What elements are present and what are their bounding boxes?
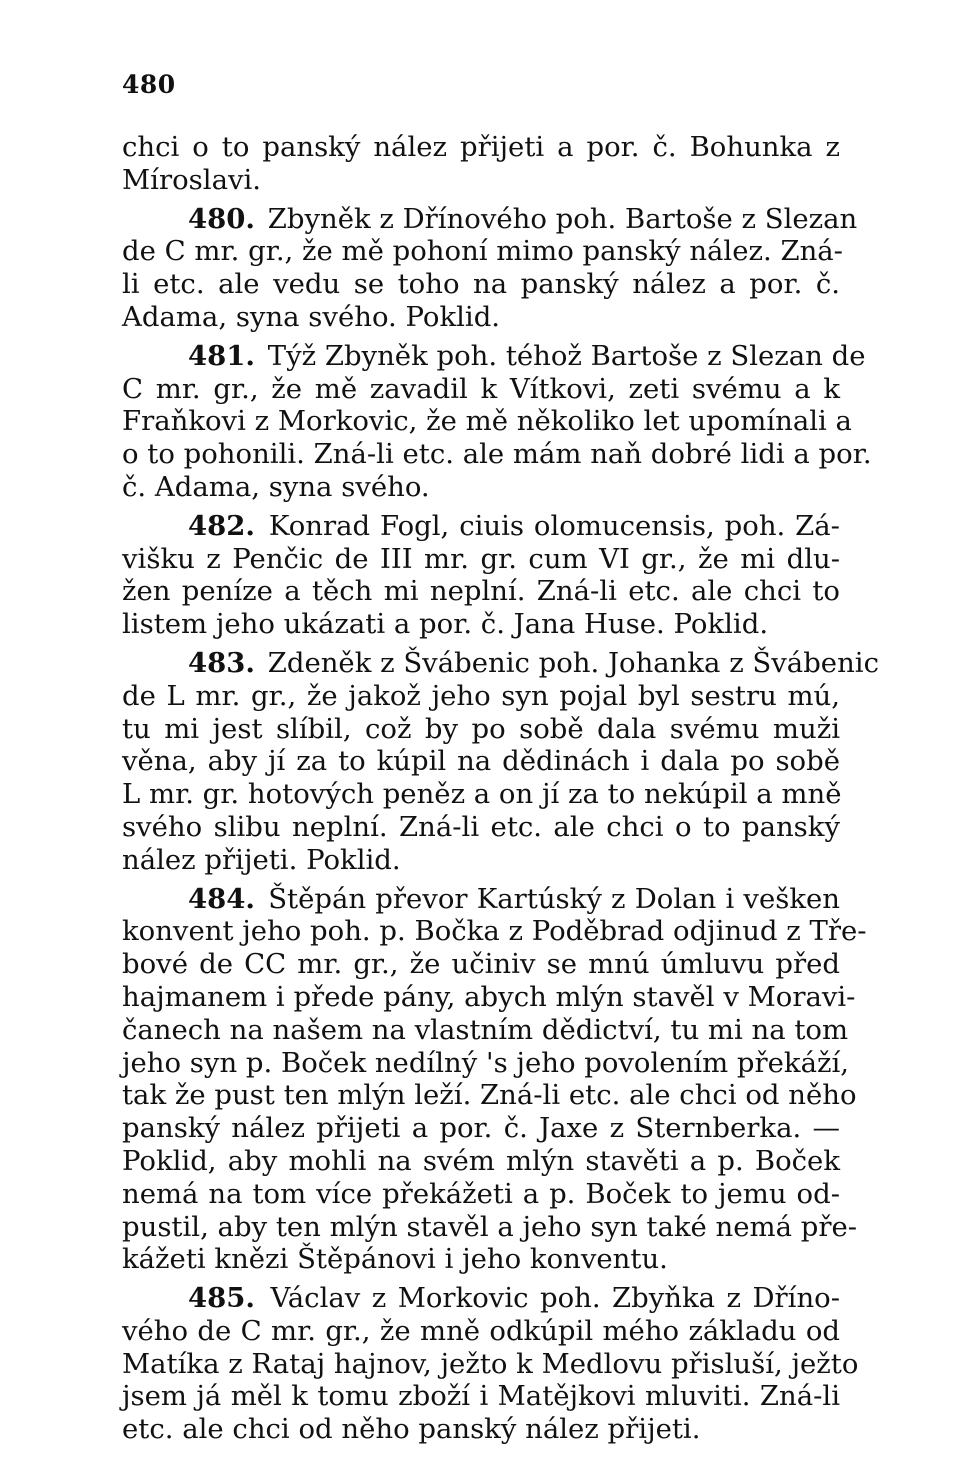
text-line: bové de CC mr. gr., že učiniv se mnú úmluvu před xyxy=(122,948,840,981)
entry-481 xyxy=(122,339,872,504)
entry-first-line xyxy=(122,646,879,680)
entry-number: 485. xyxy=(188,1282,255,1315)
entry-number: 483. xyxy=(188,646,255,679)
text-line: de C mr. gr., že mě pohoní mimo panský nález. Zná- xyxy=(122,235,843,268)
text-line: etc. ale chci od něho panský nález přijeti. xyxy=(122,1413,701,1446)
text-line: vého de C mr. gr., že mně odkúpil mého základu od xyxy=(122,1314,840,1347)
text-line: Fraňkovi z Morkovic, že mě několiko let upomínali a xyxy=(122,405,852,438)
text-line: panský nález přijeti a por. č. Jaxe z Sternberka. — xyxy=(122,1112,840,1145)
text-line: L mr. gr. hotových peněz a on jí za to nekúpil a mně xyxy=(122,778,842,811)
text-line: chci o to panský nález přijeti a por. č. Bohunka z xyxy=(122,131,840,163)
text-line: jsem já měl k tomu zboží i Matějkovi mluviti. Zná-li xyxy=(122,1380,840,1413)
entry-first-line-text: Václav z Morkovic poh. Zbyňka z Dříno- xyxy=(270,1282,841,1315)
text-line: tak že pust ten mlýn leží. Zná-li etc. ale chci od něho xyxy=(122,1079,857,1112)
entry-first-line-text: Zbyněk z Dřínového poh. Bartoše z Slezan xyxy=(267,202,858,235)
entry-first-line-text: Štěpán převor Kartúský z Dolan i vešken xyxy=(268,882,841,915)
text-line: čanech na našem na vlastním dědictví, tu mi na tom xyxy=(122,1013,849,1046)
entry-first-line-text: Zdeněk z Švábenic poh. Johanka z Švábenic xyxy=(267,646,879,679)
text-line: Adama, syna svého. Poklid. xyxy=(122,300,501,333)
text-line: listem jeho ukázati a por. č. Jana Huse. Poklid. xyxy=(122,608,769,641)
text-line: C mr. gr., že mě zavadil k Vítkovi, zeti svému a k xyxy=(122,372,840,405)
page-number: 480 xyxy=(122,70,176,99)
entry-first-line xyxy=(122,883,840,916)
text-line: višku z Penčic de III mr. gr. cum VI gr., že mi dlu- xyxy=(122,542,840,575)
text-line: věna, aby jí za to kúpil na dědinách i dala po sobě xyxy=(122,745,840,778)
text-line: konvent jeho poh. p. Bočka z Poděbrad odjinud z Tře- xyxy=(122,915,867,948)
text-line: žen peníze a těch mi neplní. Zná-li etc. ale chci to xyxy=(122,575,840,608)
entry-485 xyxy=(122,1282,859,1446)
text-line: jeho syn p. Boček nedílný 's jeho povolením překáží, xyxy=(122,1046,849,1079)
entry-first-line xyxy=(122,1282,840,1315)
text-line: nemá na tom více překážeti a p. Boček to jemu od- xyxy=(122,1177,840,1210)
text-line: č. Adama, syna svého. xyxy=(122,470,430,503)
entry-482 xyxy=(122,510,840,641)
entry-number: 481. xyxy=(188,339,255,372)
text-line: hajmanem i přede pány, abych mlýn stavěl v Moravi- xyxy=(122,980,856,1013)
entry-484 xyxy=(122,882,867,1277)
entry-number: 480. xyxy=(188,202,255,235)
entry-first-line-text: Týž Zbyněk poh. téhož Bartoše z Slezan de xyxy=(267,339,866,372)
entry-number: 482. xyxy=(188,509,255,542)
text-line: kážeti knězi Štěpánovi i jeho konventu. xyxy=(122,1243,668,1276)
entry-483 xyxy=(122,646,879,877)
page-body xyxy=(122,131,879,1446)
entry-480 xyxy=(122,202,858,334)
entry-first-line xyxy=(122,339,866,373)
text-line: Míroslavi. xyxy=(122,163,262,196)
entry-first-line-text: Konrad Fogl, ciuis olomucensis, poh. Zá- xyxy=(268,509,840,542)
text-line: pustil, aby ten mlýn stavěl a jeho syn také nemá pře- xyxy=(122,1210,858,1243)
text-line: Poklid, aby mohli na svém mlýn stavěti a p. Boček xyxy=(122,1144,840,1177)
carry-over-paragraph xyxy=(122,131,840,197)
entry-first-line xyxy=(122,202,858,236)
text-line: o to pohonili. Zná-li etc. ale mám naň dobré lidi a por. xyxy=(122,438,872,471)
text-line: tu mi jest slíbil, což by po sobě dala svému muži xyxy=(122,712,840,745)
entry-first-line xyxy=(122,510,840,543)
text-line: Matíka z Rataj hajnov, ježto k Medlovu přisluší, ježto xyxy=(122,1347,859,1380)
text-line: svého slibu neplní. Zná-li etc. ale chci o to panský xyxy=(122,810,840,843)
text-line: nález přijeti. Poklid. xyxy=(122,843,401,876)
text-line: li etc. ale vedu se toho na panský nález a por. č. xyxy=(122,268,840,301)
entry-number: 484. xyxy=(188,882,255,915)
text-line: de L mr. gr., že jakož jeho syn pojal byl sestru mú, xyxy=(122,679,840,712)
